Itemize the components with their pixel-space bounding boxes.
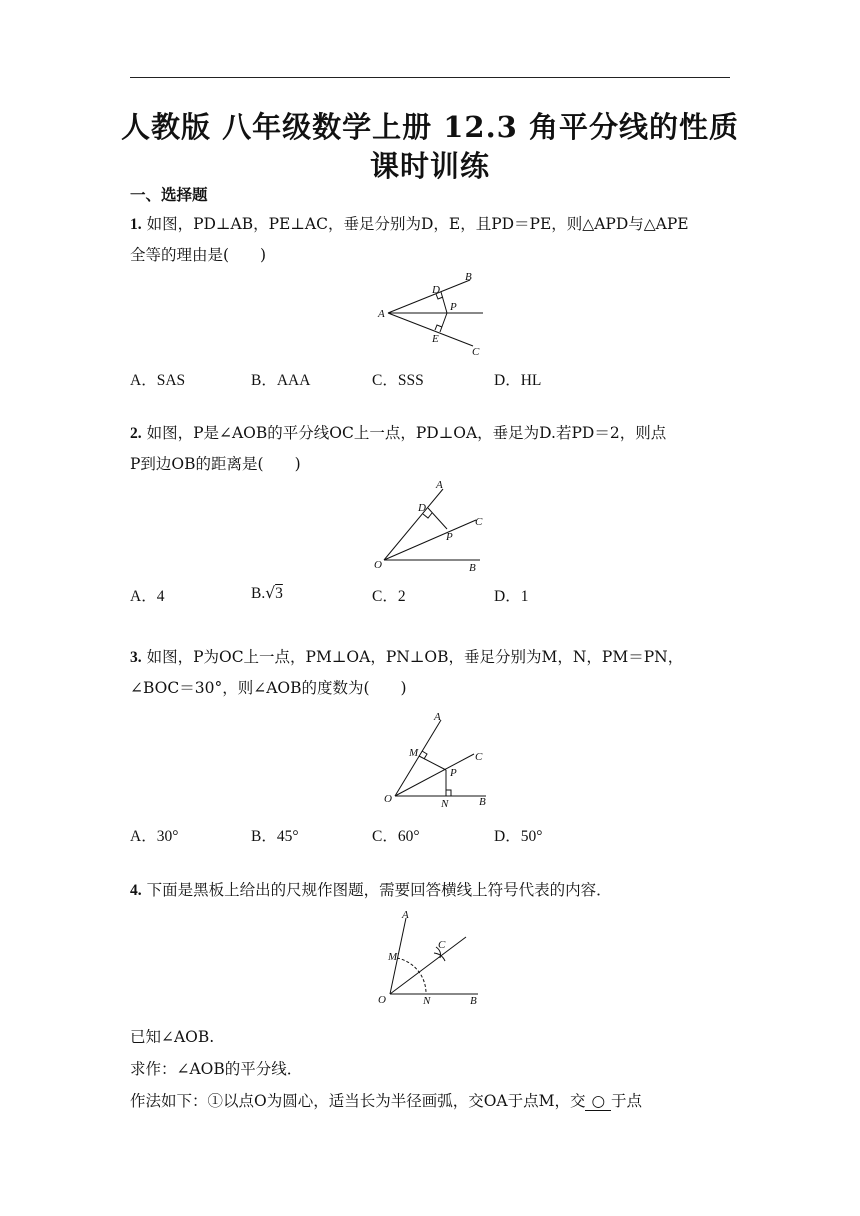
q4-label-n: N: [423, 995, 431, 1007]
q1-label-b: B: [465, 271, 472, 283]
q3-option-c[interactable]: C．60°: [372, 828, 420, 845]
q1-stem: 如图，PD⊥AB，PE⊥AC，垂足分别为D，E，且PD＝PE，则△APD与△APE: [146, 215, 689, 233]
q3-text-line2: ∠BOC＝30°，则∠AOB的度数为( ): [130, 679, 407, 697]
q2-option-b-prefix: B.: [251, 585, 266, 602]
q2-label-b: B: [469, 562, 476, 574]
q3-figure: [378, 708, 494, 812]
q1-option-d[interactable]: D．HL: [494, 372, 542, 389]
q4-number: 4.: [130, 882, 142, 899]
q4-label-o: O: [378, 994, 386, 1006]
q1-label-a: A: [378, 308, 385, 320]
q2-label-o: O: [374, 559, 382, 571]
q4-stem: 下面是黑板上给出的尺规作图题，需要回答横线上符号代表的内容．: [146, 881, 612, 899]
q2-label-c: C: [475, 516, 483, 528]
q1-option-c[interactable]: C．SSS: [372, 372, 424, 389]
q1-option-a[interactable]: A．SAS: [130, 372, 186, 389]
q1-label-e: E: [432, 333, 439, 345]
q3-label-a: A: [434, 711, 441, 723]
q2-label-d: D: [418, 502, 426, 514]
q2-stem: 如图，P是∠AOB的平分线OC上一点，PD⊥OA，垂足为D.若PD＝2，则点: [146, 424, 667, 442]
q4-answer-blank[interactable]: ○: [585, 1092, 611, 1111]
q2-label-a: A: [436, 479, 443, 491]
q2-label-p: P: [446, 531, 453, 543]
q3-option-d[interactable]: D．50°: [494, 828, 543, 845]
q3-number: 3.: [130, 649, 142, 666]
q3-stem: 如图，P为OC上一点，PM⊥OA，PN⊥OB，垂足分别为M，N，PM＝PN，: [146, 648, 684, 666]
q2-text-line2: P到边OB的距离是( ): [130, 455, 301, 473]
q2-text-line1: [130, 421, 666, 443]
section-heading: 一、选择题: [130, 185, 208, 204]
q3-label-c: C: [475, 751, 483, 763]
q4-construct: 求作：∠AOB的平分线．: [130, 1060, 303, 1078]
q1-option-b[interactable]: B．AAA: [251, 372, 311, 389]
q4-label-m: M: [388, 951, 398, 963]
q1-label-c: C: [472, 346, 480, 358]
page-subtitle: 课时训练: [369, 149, 490, 183]
q3-option-a[interactable]: A．30°: [130, 828, 179, 845]
q1-text-line2: 全等的理由是( ): [130, 246, 267, 264]
q2-option-a[interactable]: A．4: [130, 588, 165, 605]
q2-option-d[interactable]: D．1: [494, 588, 529, 605]
q4-label-c: C: [438, 939, 446, 951]
q2-figure: [370, 478, 490, 576]
q3-label-o: O: [384, 793, 392, 805]
q3-label-n: N: [441, 798, 449, 810]
q2-option-b[interactable]: [251, 584, 283, 603]
q4-method-text: 作法如下：①以点O为圆心，适当长为半径画弧，交OA于点M，交: [130, 1092, 586, 1110]
radical-sign: √: [265, 584, 276, 602]
q1-label-d: D: [432, 284, 440, 296]
q1-number: 1.: [130, 216, 142, 233]
q1-label-p: P: [450, 301, 457, 313]
q4-label-a: A: [402, 909, 409, 921]
q1-text-line1: [130, 212, 689, 234]
q4-figure: [370, 906, 490, 1012]
page-title: 人教版 八年级数学上册 12.3 角平分线的性质: [121, 110, 739, 144]
q4-given: 已知∠AOB.: [130, 1028, 215, 1046]
q4-text-line1: [130, 878, 612, 900]
q3-label-m: M: [409, 747, 419, 759]
q3-label-b: B: [479, 796, 486, 808]
q3-label-p: P: [450, 767, 457, 779]
q4-method-tail: 于点: [611, 1092, 643, 1110]
q3-text-line1: [130, 645, 683, 667]
top-rule: [130, 77, 730, 78]
q4-method: [130, 1089, 642, 1111]
q3-option-b[interactable]: B．45°: [251, 828, 299, 845]
q2-option-b-radicand: 3: [275, 585, 283, 602]
q2-number: 2.: [130, 425, 142, 442]
q2-option-c[interactable]: C．2: [372, 588, 406, 605]
q4-label-b: B: [470, 995, 477, 1007]
q1-figure: [370, 268, 490, 360]
